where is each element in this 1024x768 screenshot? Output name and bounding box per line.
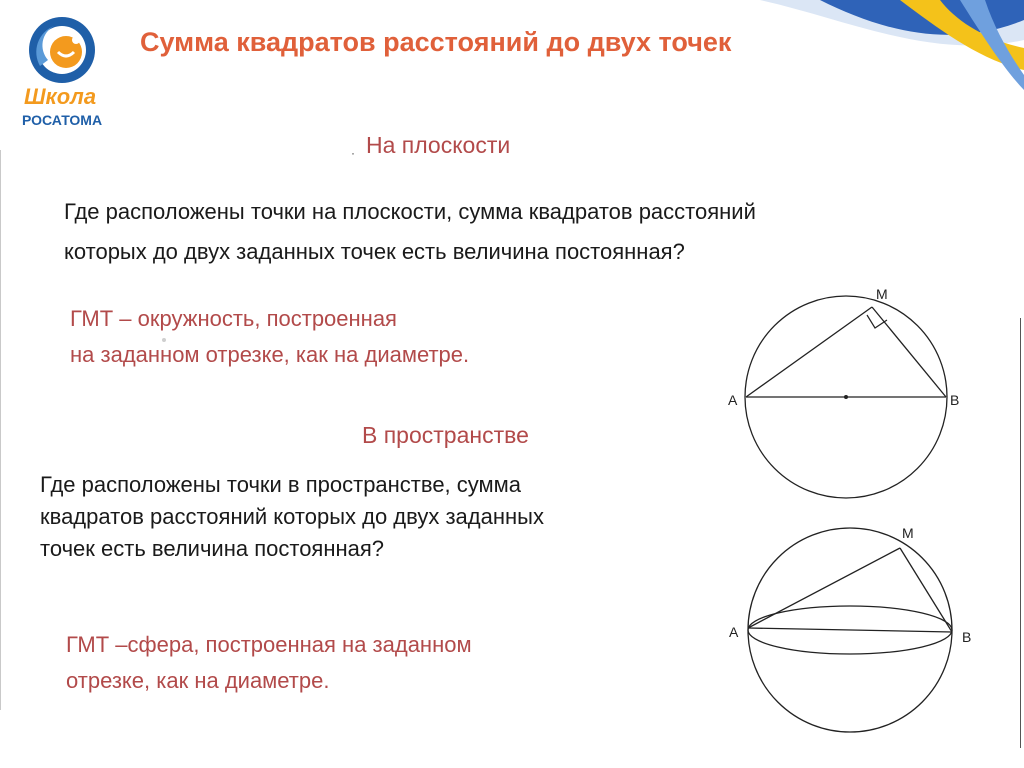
answer-plane-line: на заданном отрезке, как на диаметре. xyxy=(70,342,470,367)
answer-space-line: ГМТ –сфера, построенная на заданном xyxy=(66,632,472,657)
circle-diagram xyxy=(720,280,980,500)
question-plane-line: которых до двух заданных точек есть величина постоянная? xyxy=(64,239,685,264)
stray-dot xyxy=(162,338,166,342)
label-a: A xyxy=(728,392,738,408)
question-space-line: Где расположены точки в пространстве, сумма xyxy=(40,472,522,497)
question-space-line: точек есть величина постоянная? xyxy=(40,536,385,561)
sphere-diameter-ab xyxy=(748,628,952,632)
question-space xyxy=(40,469,720,565)
sphere-chord-am xyxy=(748,548,900,628)
question-plane-line: Где расположены точки на плоскости, сумма квадратов расстояний xyxy=(64,199,756,224)
label-b: B xyxy=(950,392,960,408)
header-decoration xyxy=(0,0,1024,120)
question-plane xyxy=(64,192,984,272)
answer-plane-line: ГМТ – окружность, построенная xyxy=(70,306,397,331)
sphere-label-b: B xyxy=(962,629,972,645)
label-m: M xyxy=(876,286,888,302)
chord-am xyxy=(746,307,872,397)
bullet-mark: · xyxy=(351,146,355,160)
left-border-line xyxy=(0,150,1,710)
answer-space-line: отрезке, как на диаметре. xyxy=(66,668,330,693)
sphere-label-a: A xyxy=(729,624,739,640)
slide-title: Сумма квадратов расстояний до двух точек xyxy=(140,27,732,57)
sphere-diagram xyxy=(720,520,980,760)
heading-plane: На плоскости xyxy=(366,132,511,158)
circle-center xyxy=(844,395,848,399)
chord-mb xyxy=(872,307,946,397)
right-angle-mark xyxy=(867,315,887,328)
logo-text-rosatom: РОСАТОМА xyxy=(22,112,103,128)
right-border-line xyxy=(1020,318,1021,748)
answer-plane xyxy=(70,301,710,373)
question-space-line: квадратов расстояний которых до двух заданных xyxy=(40,504,544,529)
answer-space xyxy=(66,627,686,699)
sphere-label-m: M xyxy=(902,525,914,541)
logo-text-school: Школа xyxy=(24,84,97,109)
heading-space: В пространстве xyxy=(362,422,529,448)
